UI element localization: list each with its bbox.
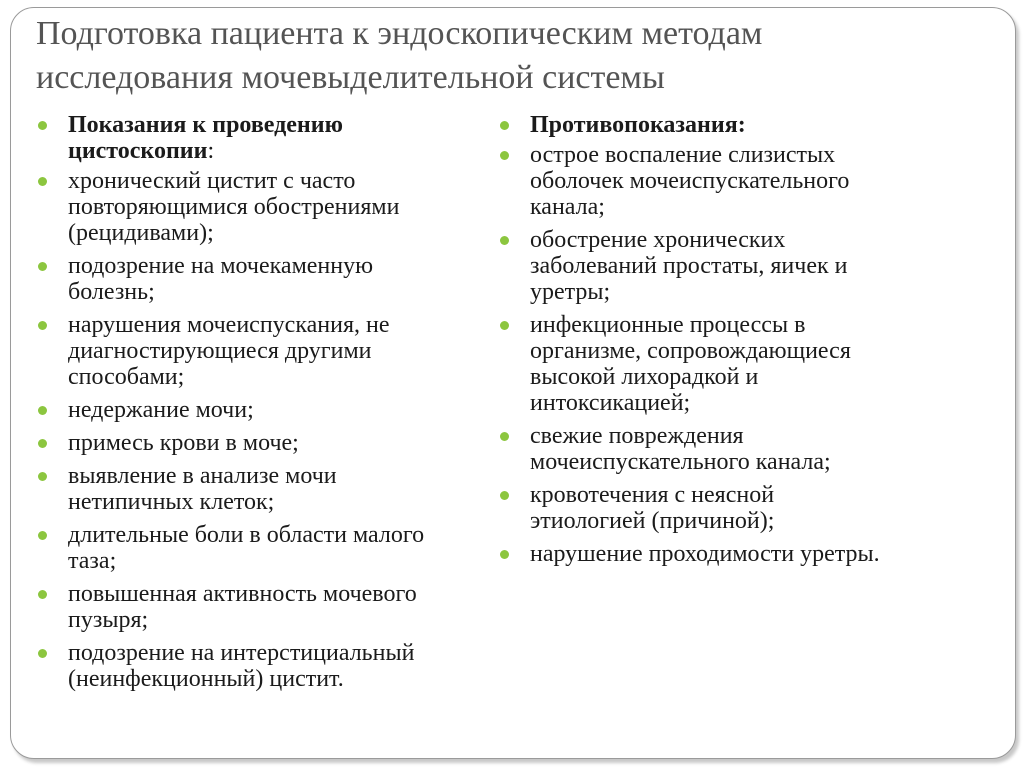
list-item [38, 463, 508, 515]
indications-header-suffix: : [207, 138, 215, 164]
bullet-icon [38, 531, 47, 540]
list-item-line: повторяющимися обострениями [68, 194, 400, 220]
list-item-line: обострение хронических [530, 227, 786, 253]
list-item-line: нетипичных клеток; [68, 489, 275, 515]
list-item-line: оболочек мочеиспускательного [530, 168, 850, 194]
list-item-line: канала; [530, 194, 605, 220]
list-item [38, 581, 508, 633]
indications-header-line: цистоскопии [68, 138, 208, 164]
slide-title-line: исследования мочевыделительной системы [36, 59, 665, 96]
list-item-line: этиологией (причиной); [530, 508, 775, 534]
list-item [500, 482, 970, 534]
list-item-line: таза; [68, 548, 117, 574]
list-item-line: болезнь; [68, 279, 155, 305]
list-item [38, 640, 508, 692]
bullet-icon [500, 236, 509, 245]
slide-title [36, 12, 996, 100]
bullet-icon [500, 491, 509, 500]
list-item-line: мочеиспускательного канала; [530, 449, 831, 475]
slide-title-line: Подготовка пациента к эндоскопическим методам [36, 15, 763, 52]
bullet-icon [500, 432, 509, 441]
list-item-line: нарушение проходимости уретры. [530, 541, 880, 567]
list-item-line: свежие повреждения [530, 423, 744, 449]
list-item [38, 253, 508, 305]
list-item [38, 312, 508, 390]
list-item-line: организме, сопровождающиеся [530, 338, 851, 364]
list-item [500, 227, 970, 305]
list-item [38, 168, 508, 246]
list-item-line: способами; [68, 364, 185, 390]
list-item [38, 522, 508, 574]
bullet-icon [500, 151, 509, 160]
bullet-icon [38, 590, 47, 599]
bullet-icon [500, 121, 509, 130]
bullet-icon [500, 321, 509, 330]
list-item [38, 430, 508, 456]
list-item [500, 312, 970, 416]
list-item-line: острое воспаление слизистых [530, 142, 836, 168]
list-item-line: примесь крови в моче; [68, 430, 299, 456]
list-item-line: пузыря; [68, 607, 149, 633]
indications-list [38, 112, 508, 699]
list-item-line: высокой лихорадкой и [530, 364, 759, 390]
bullet-icon [38, 321, 47, 330]
list-item-line: длительные боли в области малого [68, 522, 425, 548]
bullet-icon [38, 177, 47, 186]
list-item-line: заболеваний простаты, яичек и [530, 253, 848, 279]
bullet-icon [500, 550, 509, 559]
contraindications-header-line: Противопоказания: [530, 112, 746, 138]
list-item-line: кровотечения с неясной [530, 482, 775, 508]
list-item-line: (рецидивами); [68, 220, 214, 246]
list-item-line: инфекционные процессы в [530, 312, 806, 338]
list-item [500, 423, 970, 475]
bullet-icon [38, 121, 47, 130]
list-item-line: диагностирующиеся другими [68, 338, 372, 364]
list-item-line: хронический цистит с часто [68, 168, 356, 194]
list-item-line: подозрение на интерстициальный [68, 640, 415, 666]
indications-header-line: Показания к проведению [68, 112, 343, 138]
contraindications-header [500, 112, 970, 138]
bullet-icon [38, 262, 47, 271]
list-item-line: интоксикацией; [530, 390, 691, 416]
list-item-line: уретры; [530, 279, 611, 305]
list-item [500, 541, 970, 567]
list-item-line: (неинфекционный) цистит. [68, 666, 344, 692]
list-item [500, 142, 970, 220]
bullet-icon [38, 649, 47, 658]
list-item-line: нарушения мочеиспускания, не [68, 312, 390, 338]
list-item [38, 397, 508, 423]
contraindications-list [500, 112, 970, 574]
list-item-line: выявление в анализе мочи [68, 463, 337, 489]
list-item-line: недержание мочи; [68, 397, 254, 423]
bullet-icon [38, 439, 47, 448]
list-item-line: подозрение на мочекаменную [68, 253, 374, 279]
bullet-icon [38, 406, 47, 415]
indications-header [38, 112, 508, 164]
list-item-line: повышенная активность мочевого [68, 581, 417, 607]
bullet-icon [38, 472, 47, 481]
